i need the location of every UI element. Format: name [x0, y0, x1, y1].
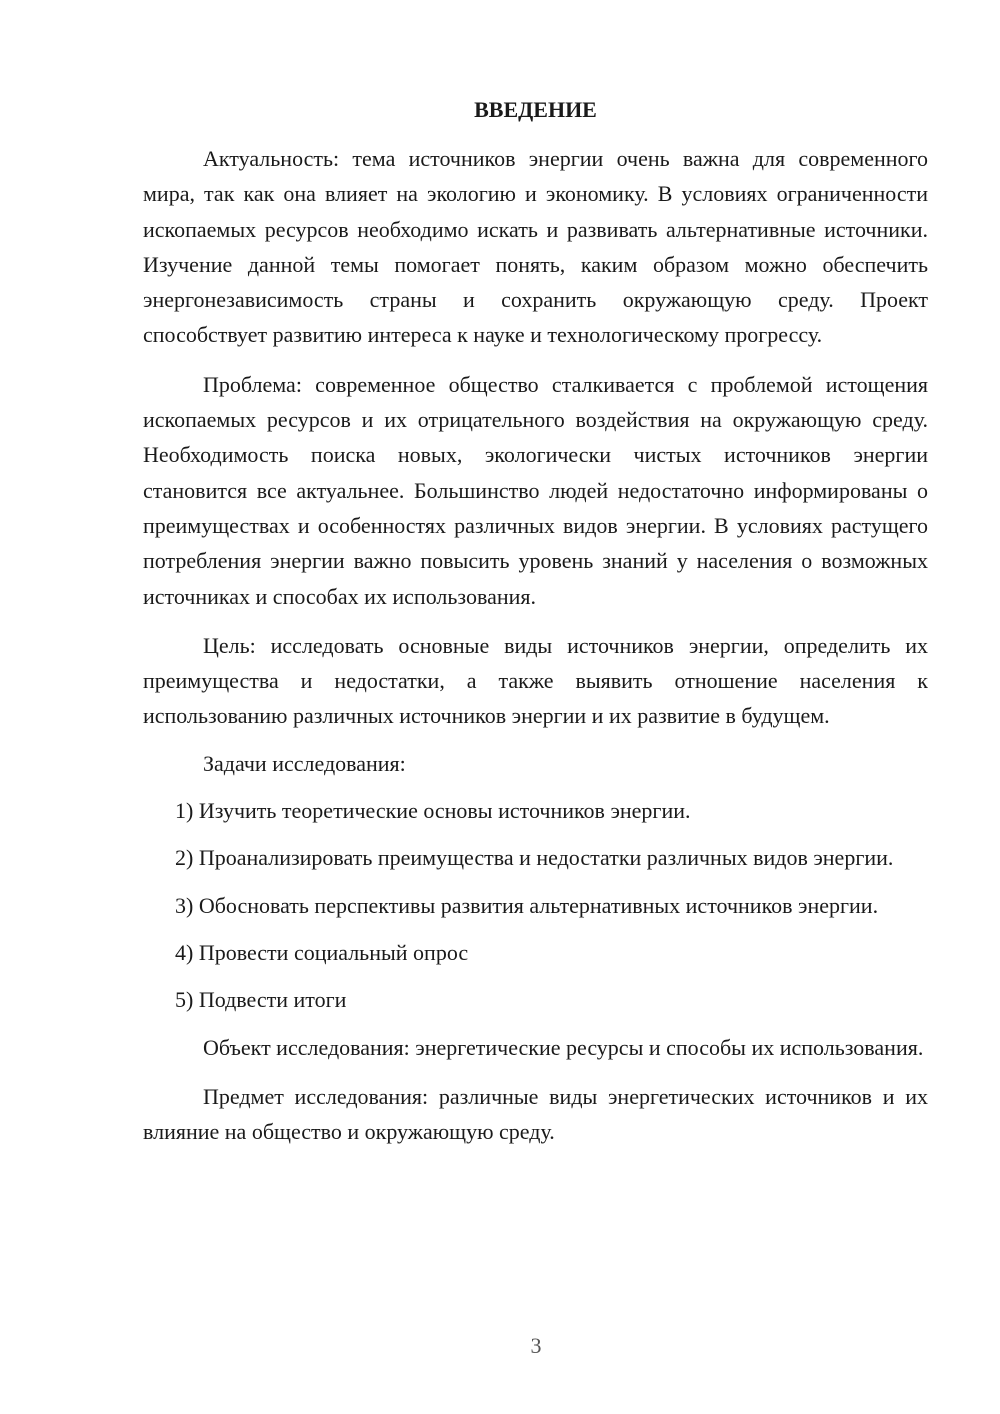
- relevance-paragraph: Актуальность: тема источников энергии очень важна для современного мира, так как она влияет на экологию и экономику. В условиях ограниченности ископаемых ресурсов необходимо искать и развивать альтернативные источники. Изучение данной темы помогает понять, каким образом можно обеспечить энергонезависимость страны и сохранить окружающую среду. Проект способствует развитию интереса к науке и технологическому прогрессу.: [143, 146, 928, 348]
- goal-paragraph: Цель: исследовать основные виды источников энергии, определить их преимущества и недостатки, а также выявить отношение населения к использованию различных источников энергии и их развитие в будущем.: [143, 632, 928, 729]
- page-number: 3: [530, 1333, 542, 1358]
- task-item: 2) Проанализировать преимущества и недостатки различных видов энергии.: [175, 845, 894, 871]
- section-title: ВВЕДЕНИЕ: [474, 97, 597, 122]
- task-item: 4) Провести социальный опрос: [175, 939, 469, 965]
- document-body: [143, 92, 928, 1149]
- object-paragraph: Объект исследования: энергетические ресурсы и способы их использования.: [203, 1034, 924, 1060]
- task-item: 5) Подвести итоги: [175, 987, 347, 1013]
- problem-paragraph: Проблема: современное общество сталкивается с проблемой истощения ископаемых ресурсов и их отрицательного воздействия на окружающую среду. Необходимость поиска новых, экологически чистых источников энергии становится все актуальнее. Большинство людей недостаточно информированы о преимуществах и особенностях различных видов энергии. В условиях растущего потребления энергии важно повысить уровень знаний у населения о возможных источниках и способах их использования.: [143, 371, 928, 609]
- task-item: 3) Обосновать перспективы развития альтернативных источников энергии.: [175, 892, 879, 918]
- tasks-heading: Задачи исследования:: [203, 750, 406, 776]
- subject-paragraph: Предмет исследования: различные виды энергетических источников и их влияние на общество и окружающую среду.: [143, 1083, 928, 1145]
- task-item: 1) Изучить теоретические основы источников энергии.: [175, 798, 691, 824]
